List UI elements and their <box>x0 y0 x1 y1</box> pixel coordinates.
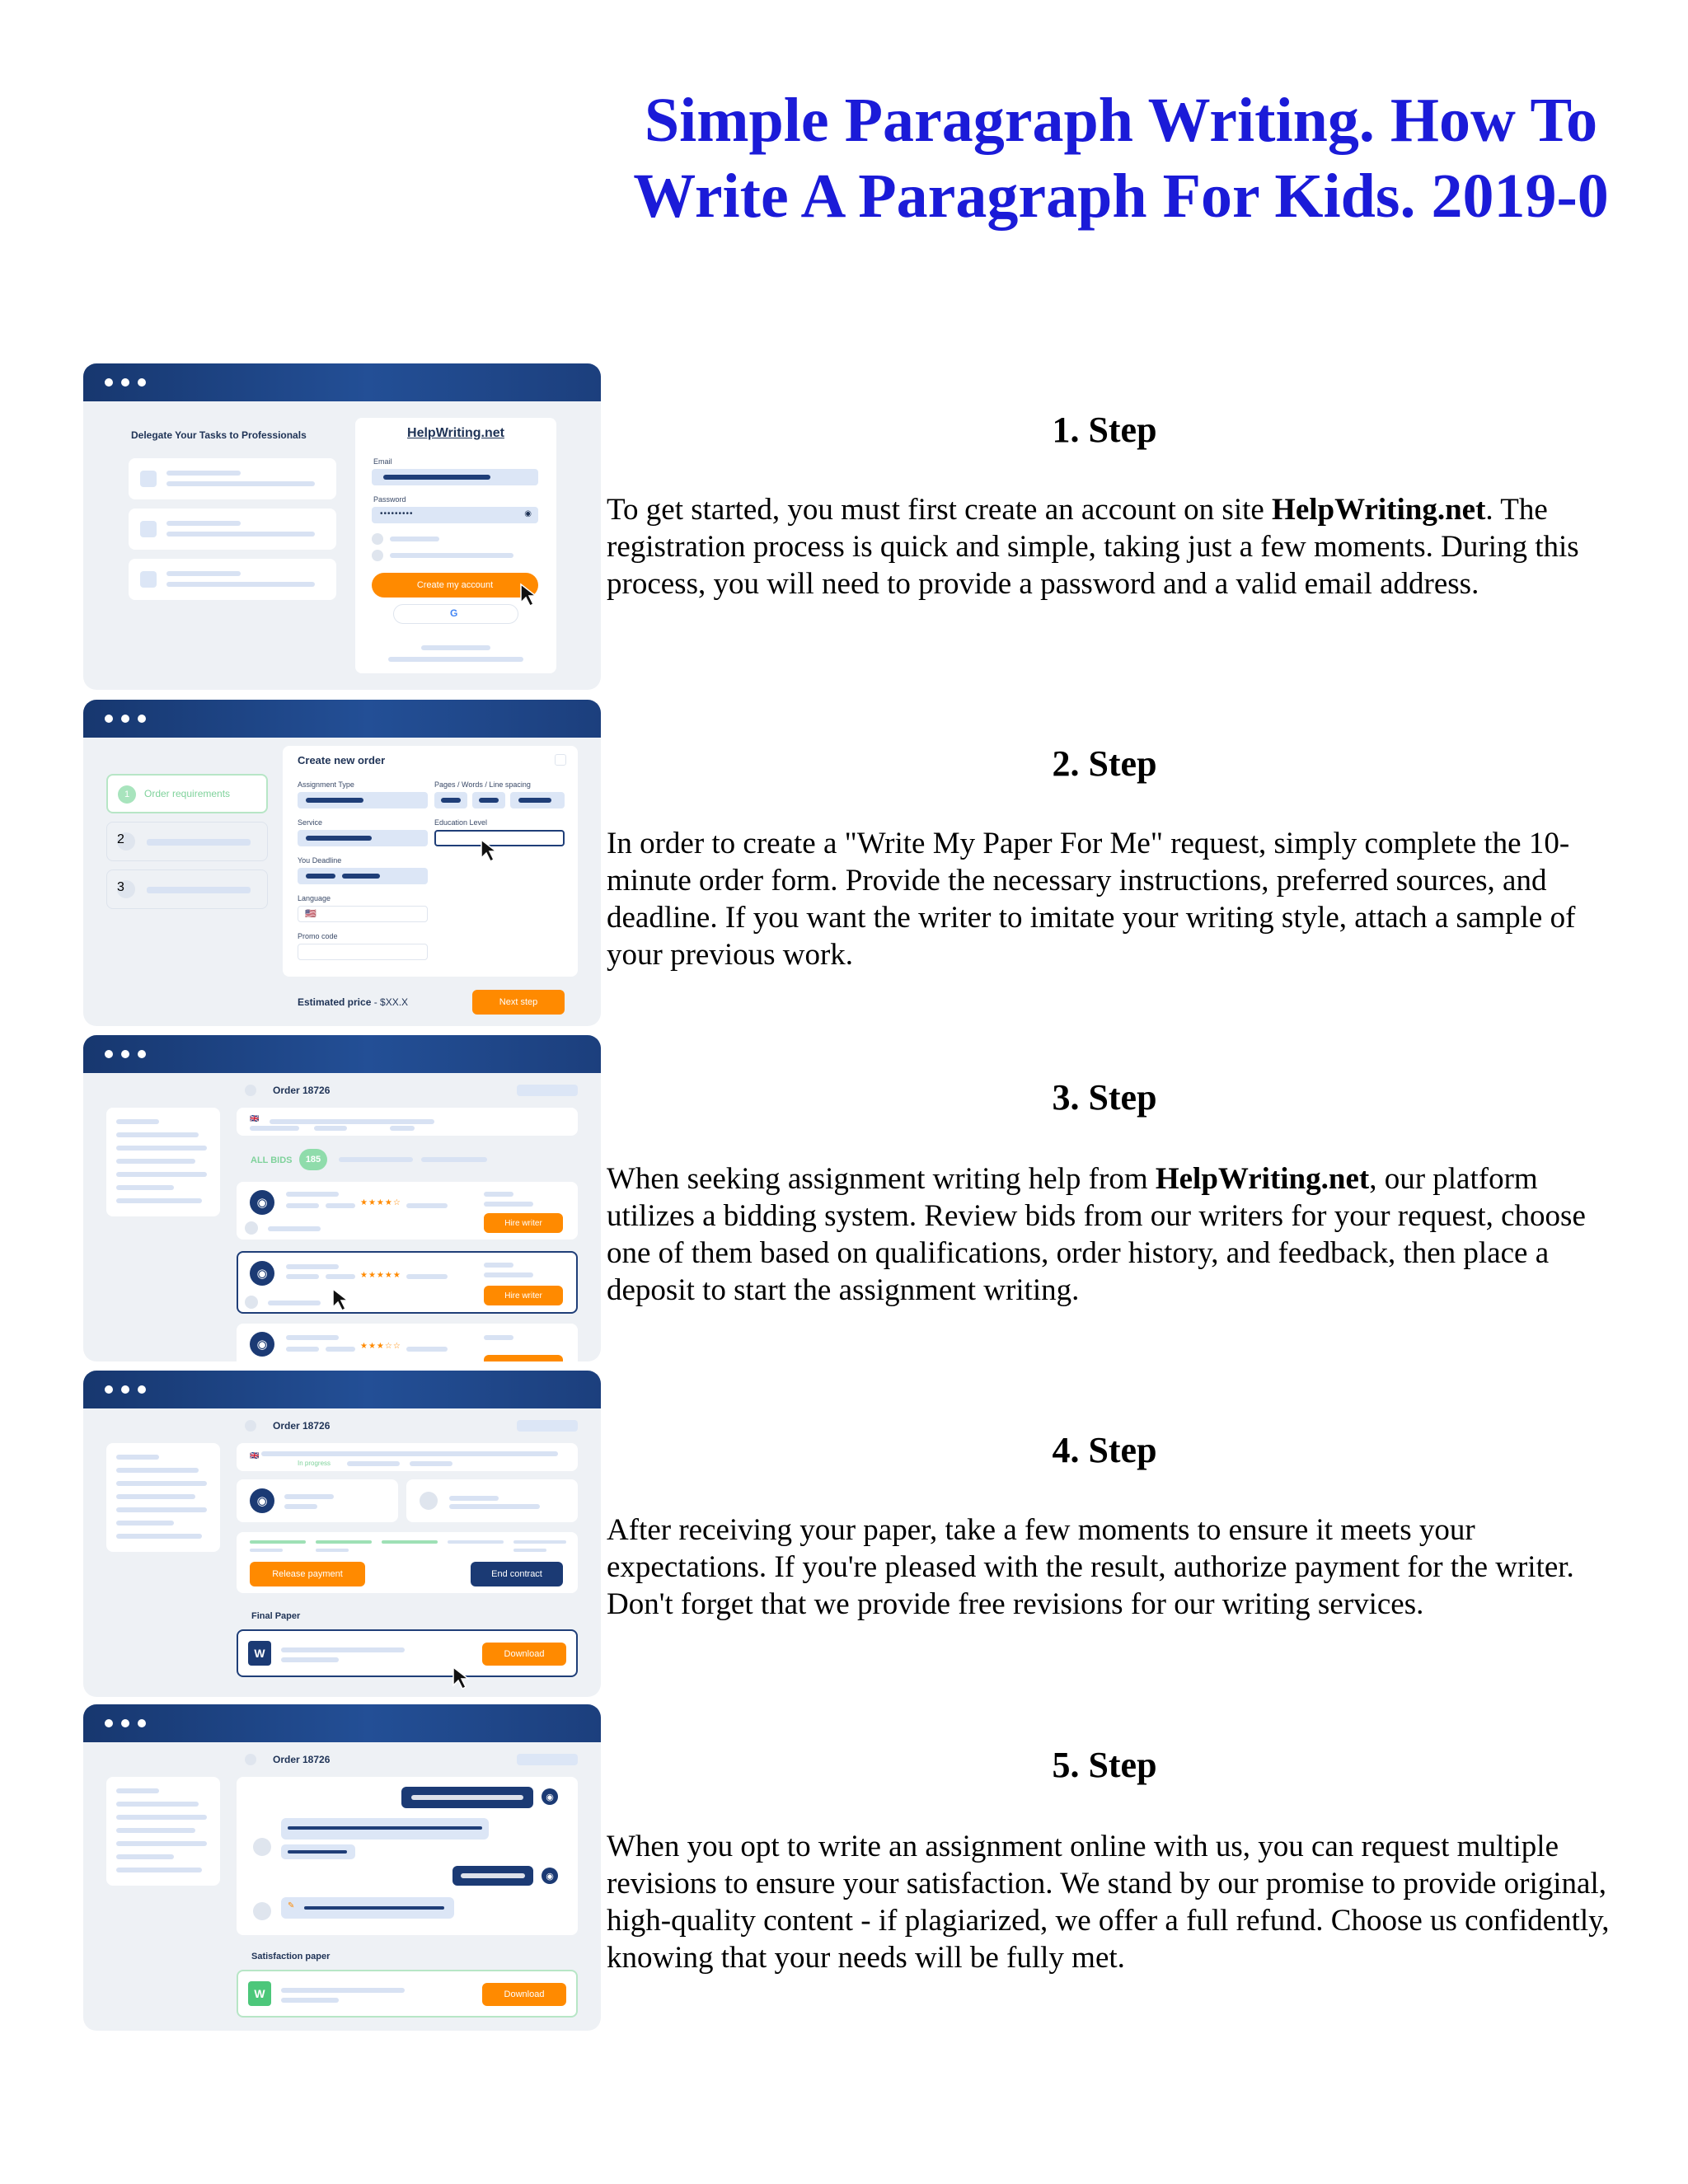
order-number: Order 18726 <box>273 1754 331 1765</box>
bid-card[interactable] <box>237 1324 578 1361</box>
signup-screenshot <box>83 363 601 690</box>
step-5-heading: 5. Step <box>1052 1745 1157 1785</box>
rating-stars: ★★★☆☆ <box>360 1342 401 1351</box>
step-3-text: When seeking assignment writing help from HelpWriting.net, our platform utilizes a bidding system. Review bids from our writers for your request, choose one of them based on qualifications, order history, and feedback, then place a deposit to start the assignment writing. <box>607 1162 1586 1307</box>
hire-writer-button[interactable] <box>484 1355 563 1361</box>
wizard-step-3[interactable]: 3 <box>106 869 268 909</box>
step-5-text: When you opt to write an assignment online with us, you can request multiple revisions to ensure your satisfaction. We stand by our promise to provide original, high-quality content - if plagiarized, we offer a full refund. Choose us confidently, knowing that your needs will be fully met. <box>607 1830 1610 1975</box>
step-2-text: In order to create a "Write My Paper For Me" request, simply complete the 10-minute order form. Provide the necessary instructions, preferred sources, and deadline. If you want the writer to imitate your writing style, attach a sample of your previous work. <box>607 827 1576 972</box>
delegate-headline: Delegate Your Tasks to Professionals <box>131 429 307 441</box>
attachment-icon: ✎ <box>288 1901 295 1910</box>
step-2-heading: 2. Step <box>1052 743 1157 784</box>
file-icon: W <box>248 1981 271 2006</box>
deadline-picker[interactable] <box>298 868 428 884</box>
final-paper-file[interactable] <box>237 1629 578 1677</box>
estimated-price: Estimated price - $XX.X <box>298 996 409 1008</box>
checkbox[interactable] <box>372 533 383 545</box>
window-titlebar <box>83 1704 601 1742</box>
back-icon[interactable] <box>245 1085 256 1096</box>
order-form-screenshot <box>83 700 601 1026</box>
step-1-text: To get started, you must first create an account on site HelpWriting.net. The registration process is quick and simple, taking just a few moments. During this process, you will need to provide a password and a valid email address. <box>607 493 1579 601</box>
page-title: Simple Paragraph Writing. How To Write A Paragraph For Kids. 2019-0 <box>633 86 1609 231</box>
feature-item <box>129 458 336 499</box>
order-form-panel: Create new order Assignment Type Pages / Words / Line spacing Service Education Level You Deadline Language 🇺🇸 Promo code <box>283 746 578 977</box>
eye-icon[interactable]: ◉ <box>524 509 532 518</box>
back-icon[interactable] <box>245 1420 256 1432</box>
hire-writer-button[interactable]: Hire writer <box>484 1213 563 1233</box>
pages-select[interactable] <box>434 792 467 808</box>
word-file-icon: W <box>248 1641 271 1666</box>
google-signin-button[interactable] <box>393 604 518 624</box>
order-number: Order 18726 <box>273 1420 331 1432</box>
mouse-cursor-icon <box>331 1287 352 1312</box>
chat-bubble-attachment <box>281 1897 454 1919</box>
checkbox[interactable] <box>372 550 383 561</box>
writer-avatar-icon: ◉ <box>250 1332 274 1357</box>
step-4-heading: 4. Step <box>1052 1430 1157 1470</box>
order-number: Order 18726 <box>273 1085 331 1096</box>
chat-bubble-outgoing <box>401 1787 533 1808</box>
download-button[interactable]: Download <box>482 1983 566 2006</box>
brand-name: HelpWriting.net <box>1155 1162 1370 1196</box>
sidebar-menu <box>106 1777 220 1886</box>
mouse-cursor-icon <box>451 1666 472 1690</box>
sidebar-menu <box>106 1443 220 1552</box>
signup-form <box>355 418 556 673</box>
satisfaction-paper-label: Satisfaction paper <box>251 1952 331 1961</box>
next-step-button[interactable]: Next step <box>472 990 565 1015</box>
back-icon[interactable] <box>245 1754 256 1765</box>
satisfaction-paper-file[interactable] <box>237 1970 578 2018</box>
chat-bubble-incoming <box>281 1844 355 1859</box>
google-icon: G <box>450 607 458 619</box>
feature-item <box>129 509 336 550</box>
wizard-step-2[interactable]: 2 <box>106 822 268 861</box>
writer-avatar-icon <box>253 1902 271 1920</box>
window-titlebar <box>83 1371 601 1408</box>
all-bids-label: ALL BIDS <box>251 1155 293 1165</box>
create-account-button[interactable]: Create my account <box>372 573 538 598</box>
step-4-text: After receiving your paper, take a few moments to ensure it meets your expectations. If you're pleased with the result, authorize payment for the writer. Don't forget that we provide free revisions for our writing services. <box>607 1513 1574 1621</box>
mouse-cursor-icon <box>518 583 540 607</box>
bid-card-selected[interactable] <box>237 1251 578 1314</box>
password-label: Password <box>373 495 406 504</box>
progress-panel <box>237 1532 578 1593</box>
chat-bubble-incoming <box>281 1818 489 1840</box>
brand-name: HelpWriting.net <box>1272 493 1486 527</box>
window-titlebar <box>83 1035 601 1073</box>
language-select[interactable] <box>298 906 428 922</box>
feature-item <box>129 559 336 600</box>
order-summary: 🇬🇧 In progress <box>237 1443 578 1471</box>
email-label: Email <box>373 457 392 466</box>
final-paper-screenshot <box>83 1371 601 1697</box>
rating-stars: ★★★★☆ <box>360 1198 401 1207</box>
bids-screenshot <box>83 1035 601 1361</box>
wizard-step-1[interactable]: 1 Order requirements <box>106 774 268 813</box>
sidebar-menu <box>106 1108 220 1216</box>
status-chip <box>517 1085 578 1096</box>
words-select[interactable] <box>472 792 505 808</box>
status-chip <box>517 1420 578 1432</box>
step-3-heading: 3. Step <box>1052 1077 1157 1118</box>
order-summary: 🇬🇧 <box>237 1108 578 1136</box>
hire-writer-button[interactable]: Hire writer <box>484 1286 563 1305</box>
revisions-screenshot <box>83 1704 601 2031</box>
site-logo: HelpWriting.net <box>407 426 504 440</box>
end-contract-button[interactable]: End contract <box>471 1562 563 1586</box>
writer-avatar-icon: ◉ <box>250 1261 274 1286</box>
flag-icon: 🇺🇸 <box>305 909 316 919</box>
status-chip <box>517 1754 578 1765</box>
chat-bubble-outgoing <box>452 1866 533 1886</box>
writer-card <box>237 1479 398 1522</box>
status-text: In progress <box>298 1460 331 1467</box>
user-avatar-icon: ◉ <box>542 1788 558 1805</box>
writer-avatar-icon <box>253 1838 271 1856</box>
settings-icon[interactable] <box>555 754 566 766</box>
final-paper-label: Final Paper <box>251 1611 301 1621</box>
window-titlebar <box>83 700 601 738</box>
form-title: Create new order <box>298 754 386 766</box>
spacing-select[interactable] <box>510 792 565 808</box>
promo-code-input[interactable] <box>298 944 428 960</box>
password-input[interactable]: ••••••••• ◉ <box>372 507 538 523</box>
writer-avatar-icon: ◉ <box>250 1488 274 1513</box>
rating-stars: ★★★★★ <box>360 1271 401 1280</box>
download-button[interactable]: Download <box>482 1643 566 1666</box>
customer-card <box>406 1479 578 1522</box>
step-1-heading: 1. Step <box>1052 410 1157 450</box>
chat-panel <box>237 1777 578 1935</box>
release-payment-button[interactable]: Release payment <box>250 1562 365 1586</box>
bid-card[interactable] <box>237 1182 578 1240</box>
user-avatar-icon: ◉ <box>542 1868 558 1884</box>
writer-avatar-icon: ◉ <box>250 1190 274 1215</box>
window-titlebar <box>83 363 601 401</box>
assignment-type-select[interactable] <box>298 792 428 808</box>
mouse-cursor-icon <box>479 838 500 863</box>
service-select[interactable] <box>298 830 428 846</box>
email-input[interactable] <box>372 469 538 485</box>
bids-count-badge: 185 <box>299 1149 327 1170</box>
